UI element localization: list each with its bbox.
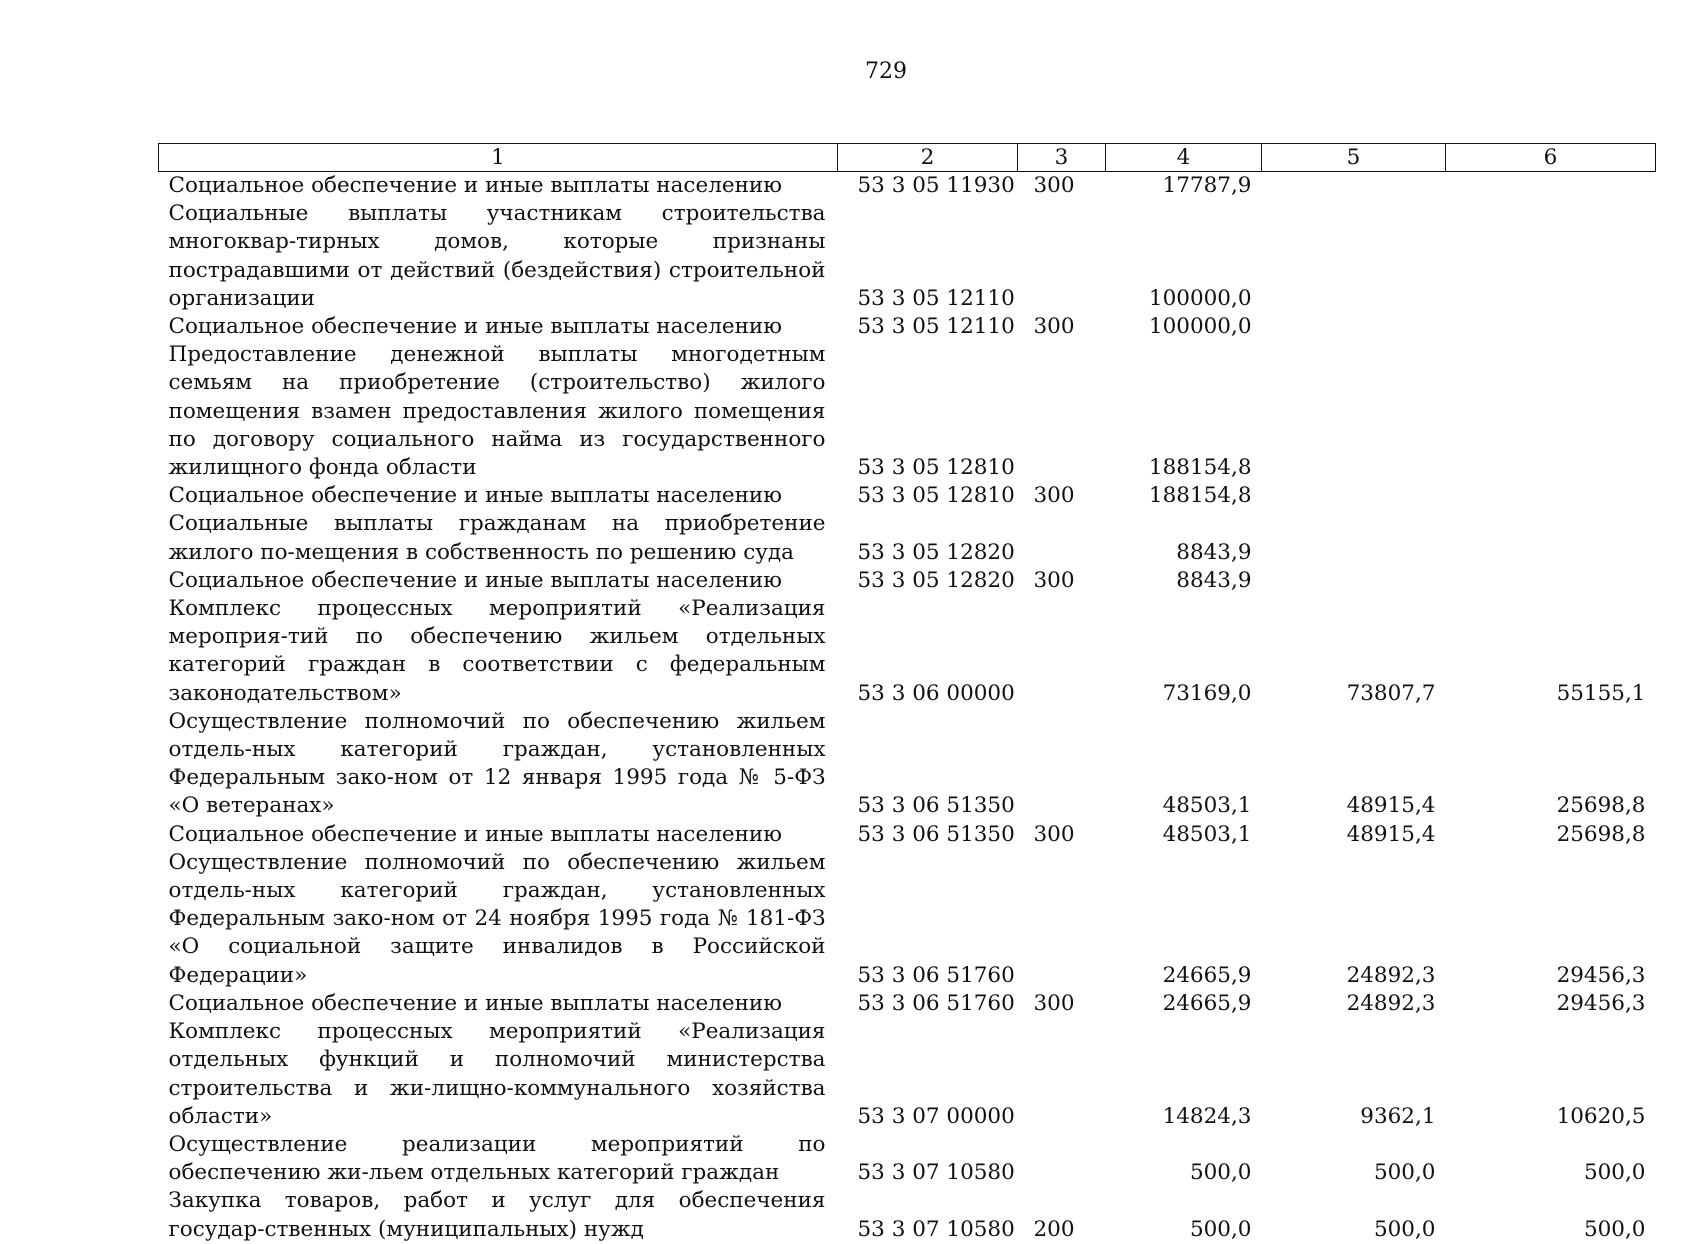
table-row — [159, 849, 1656, 990]
row-value-5 — [1262, 510, 1446, 566]
budget-table — [158, 143, 1656, 1244]
row-type — [1018, 1018, 1106, 1131]
row-value-5 — [1262, 313, 1446, 341]
row-code: 53 3 06 00000 — [857, 680, 1015, 706]
row-value-4: 8843,9 — [1176, 567, 1252, 593]
column-header-5: 5 — [1262, 144, 1446, 172]
row-code: 53 3 05 11930 — [857, 173, 1015, 198]
row-value-5: 500,0 — [1373, 1160, 1436, 1186]
row-value-4: 24665,9 — [1162, 990, 1252, 1016]
table-row — [159, 510, 1656, 566]
row-type: 300 — [1033, 314, 1075, 340]
row-value-5: 24892,3 — [1346, 962, 1436, 988]
row-value-5 — [1262, 341, 1446, 482]
column-header-1: 1 — [159, 144, 838, 172]
row-value-5: 48915,4 — [1346, 821, 1436, 847]
row-value-5: 500,0 — [1373, 1216, 1436, 1242]
table-row — [159, 172, 1656, 201]
row-value-4: 500,0 — [1189, 1160, 1252, 1186]
row-code: 53 3 05 12110 — [857, 285, 1015, 311]
row-name: Осуществление полномочий по обеспечению жильем отдель-ных категорий граждан, установленных Федеральным зако-ном от 24 ноября 1995 года № 181-ФЗ «О социальной защите инвалидов в Российской Федерации» — [168, 849, 826, 988]
row-value-5 — [1262, 567, 1446, 595]
row-type: 200 — [1033, 1216, 1075, 1242]
row-code: 53 3 05 12110 — [857, 314, 1015, 340]
row-value-4: 188154,8 — [1148, 455, 1252, 481]
row-value-6: 25698,8 — [1556, 793, 1646, 819]
row-name: Социальное обеспечение и иные выплаты населению — [168, 483, 782, 509]
row-name: Осуществление реализации мероприятий по обеспечению жи-льем отдельных категорий граждан — [168, 1131, 826, 1186]
row-type — [1018, 595, 1106, 708]
row-value-6 — [1446, 341, 1656, 482]
row-value-5: 24892,3 — [1346, 990, 1436, 1016]
row-name: Социальное обеспечение и иные выплаты населению — [168, 821, 782, 847]
row-name: Закупка товаров, работ и услуг для обеспечения государ-ственных (муниципальных) нужд — [168, 1188, 826, 1242]
row-value-4: 8843,9 — [1176, 539, 1252, 565]
row-name: Социальное обеспечение и иные выплаты населению — [168, 173, 782, 198]
row-code: 53 3 06 51350 — [857, 821, 1015, 847]
row-value-4: 48503,1 — [1162, 793, 1252, 819]
row-value-4: 73169,0 — [1162, 680, 1252, 706]
row-value-6: 29456,3 — [1556, 990, 1646, 1016]
row-name: Социальные выплаты участникам строительства многоквар-тирных домов, которые признаны пострадавшими от действий (бездействия) строительной организации — [168, 201, 826, 311]
row-value-4: 100000,0 — [1148, 285, 1252, 311]
row-type — [1018, 849, 1106, 990]
row-value-6 — [1446, 510, 1656, 566]
row-code: 53 3 05 12810 — [857, 483, 1015, 509]
row-value-6 — [1446, 567, 1656, 595]
row-type — [1018, 200, 1106, 313]
row-name: Комплекс процессных мероприятий «Реализация мероприя-тий по обеспечению жильем отдельных категорий граждан в соответствии с федеральным законодательством» — [168, 596, 826, 706]
row-value-5: 73807,7 — [1346, 680, 1436, 706]
table-row — [159, 1131, 1656, 1187]
row-name: Социальное обеспечение и иные выплаты населению — [168, 567, 782, 593]
row-value-5 — [1262, 172, 1446, 201]
row-code: 53 3 07 00000 — [857, 1103, 1015, 1129]
row-code: 53 3 07 10580 — [857, 1160, 1015, 1186]
row-type — [1018, 341, 1106, 482]
table-row — [159, 1187, 1656, 1243]
row-code: 53 3 05 12810 — [857, 455, 1015, 481]
row-type: 300 — [1033, 483, 1075, 509]
table-row — [159, 200, 1656, 313]
table-row — [159, 567, 1656, 595]
table-row — [159, 708, 1656, 821]
row-type: 300 — [1033, 821, 1075, 847]
row-value-5 — [1262, 200, 1446, 313]
row-name: Социальные выплаты гражданам на приобретение жилого по-мещения в собственность по решению суда — [168, 511, 826, 565]
row-type: 300 — [1033, 173, 1075, 198]
row-name: Социальное обеспечение и иные выплаты населению — [168, 314, 782, 340]
row-value-6 — [1446, 200, 1656, 313]
table-row — [159, 990, 1656, 1018]
row-code: 53 3 06 51760 — [857, 962, 1015, 988]
row-type: 300 — [1033, 990, 1075, 1016]
row-value-4: 188154,8 — [1148, 483, 1252, 509]
table-row — [159, 341, 1656, 482]
table-body — [159, 172, 1656, 1244]
row-name: Комплекс процессных мероприятий «Реализация отдельных функций и полномочий министерства строительства и жи-лищно-коммунального хозяйства области» — [168, 1019, 826, 1129]
row-value-4: 17787,9 — [1162, 173, 1252, 198]
column-header-2: 2 — [838, 144, 1018, 172]
row-value-4: 48503,1 — [1162, 821, 1252, 847]
row-value-6: 500,0 — [1583, 1216, 1646, 1242]
row-value-4: 14824,3 — [1162, 1103, 1252, 1129]
row-value-6: 55155,1 — [1556, 680, 1646, 706]
row-value-6: 10620,5 — [1556, 1103, 1646, 1129]
column-header-6: 6 — [1446, 144, 1656, 172]
table-row — [159, 1018, 1656, 1131]
row-value-6: 25698,8 — [1556, 821, 1646, 847]
row-code: 53 3 06 51760 — [857, 990, 1015, 1016]
table-row — [159, 482, 1656, 510]
row-name: Социальное обеспечение и иные выплаты населению — [168, 990, 782, 1016]
row-type — [1018, 708, 1106, 821]
row-value-5: 48915,4 — [1346, 793, 1436, 819]
table-header — [159, 144, 1656, 172]
row-type — [1018, 510, 1106, 566]
row-type: 300 — [1033, 567, 1075, 593]
row-value-5: 9362,1 — [1360, 1103, 1436, 1129]
page-number: 729 — [865, 59, 907, 84]
row-code: 53 3 05 12820 — [857, 539, 1015, 565]
row-value-6: 500,0 — [1583, 1160, 1646, 1186]
row-value-4: 500,0 — [1189, 1216, 1252, 1242]
table-row — [159, 595, 1656, 708]
row-value-6 — [1446, 313, 1656, 341]
row-code: 53 3 07 10580 — [857, 1216, 1015, 1242]
row-value-6 — [1446, 172, 1656, 201]
row-value-5 — [1262, 482, 1446, 510]
row-value-6 — [1446, 482, 1656, 510]
row-value-6: 29456,3 — [1556, 962, 1646, 988]
column-header-3: 3 — [1018, 144, 1106, 172]
row-type — [1018, 1131, 1106, 1187]
row-code: 53 3 05 12820 — [857, 567, 1015, 593]
row-name: Предоставление денежной выплаты многодетным семьям на приобретение (строительство) жилого помещения взамен предоставления жилого помещения по договору социального найма из государственного жилищного фонда области — [168, 342, 826, 481]
table-row — [159, 313, 1656, 341]
header-row — [159, 144, 1656, 172]
table-row — [159, 821, 1656, 849]
row-code: 53 3 06 51350 — [857, 793, 1015, 819]
column-header-4: 4 — [1106, 144, 1262, 172]
row-value-4: 24665,9 — [1162, 962, 1252, 988]
row-name: Осуществление полномочий по обеспечению жильем отдель-ных категорий граждан, установленных Федеральным зако-ном от 12 января 1995 года № 5-ФЗ «О ветеранах» — [168, 708, 826, 819]
row-value-4: 100000,0 — [1148, 314, 1252, 340]
